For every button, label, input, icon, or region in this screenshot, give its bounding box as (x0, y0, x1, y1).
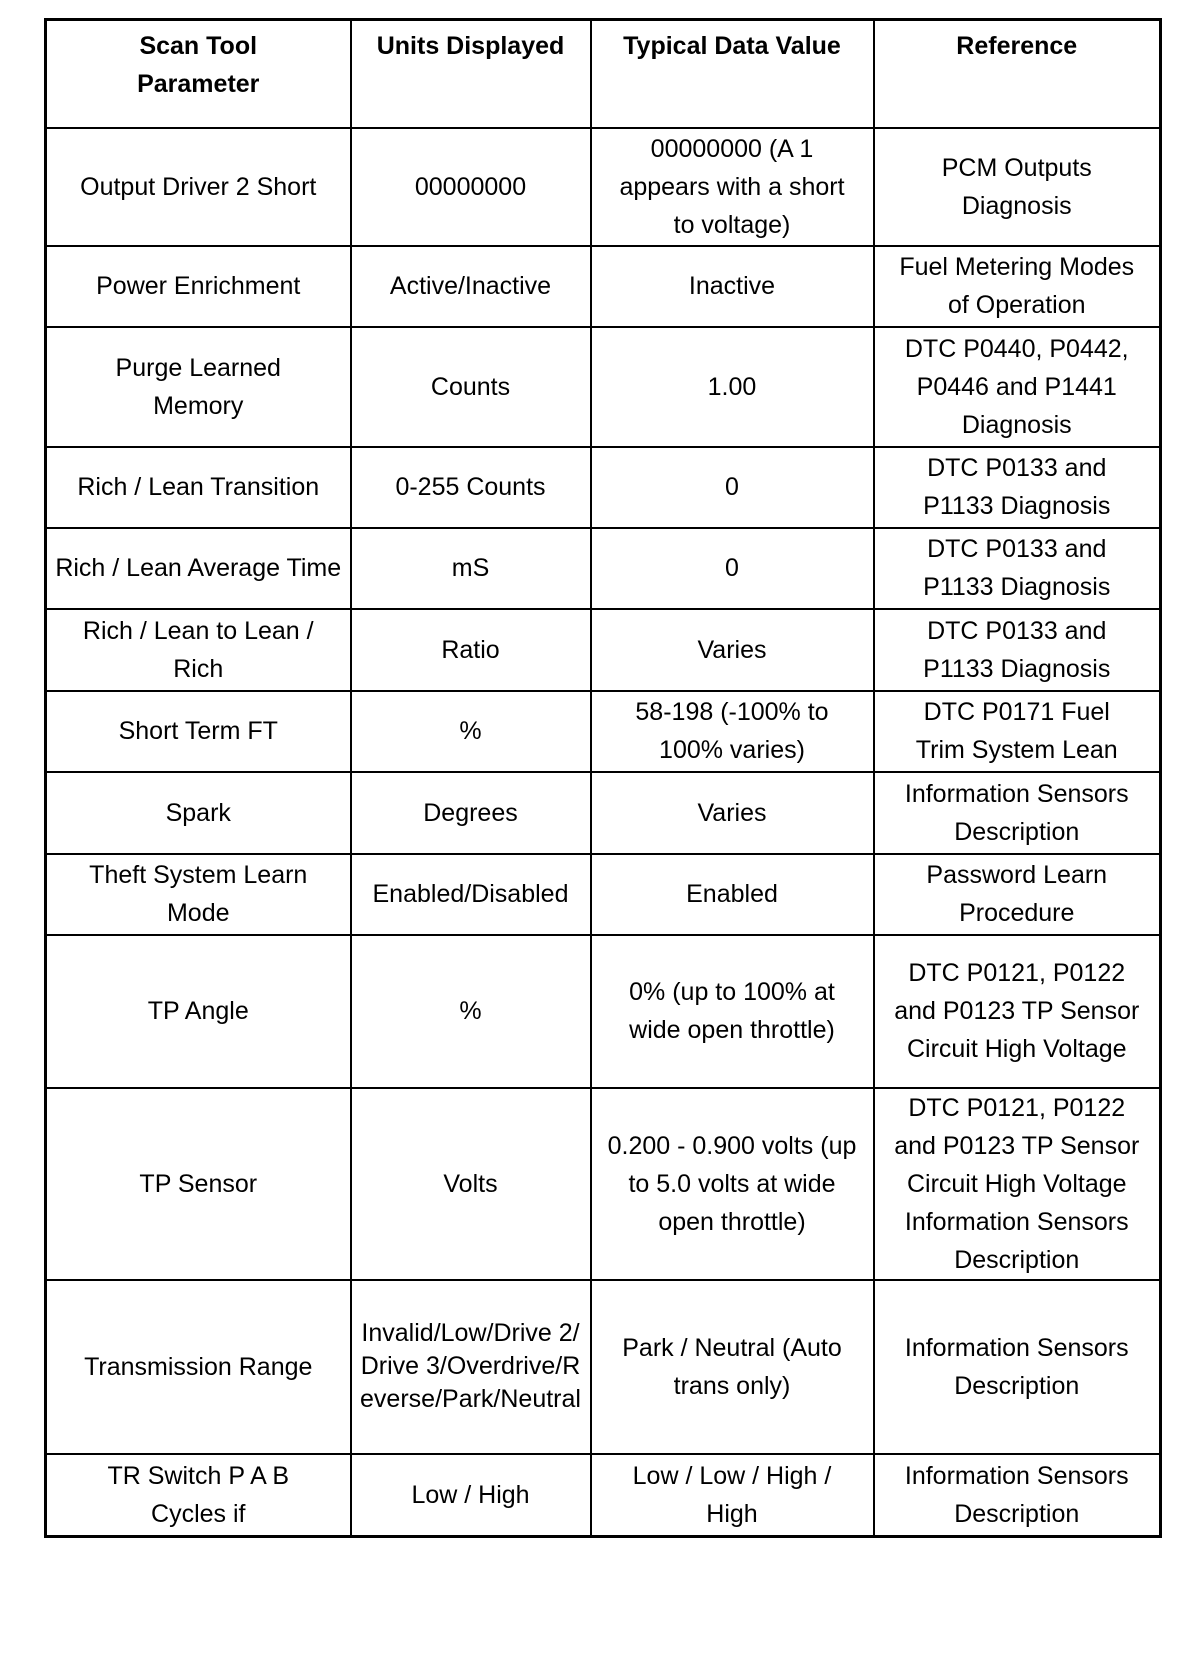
cell-units: Active/Inactive (351, 246, 591, 327)
table-row (46, 691, 1161, 772)
table-row (46, 528, 1161, 609)
cell-typical-value: Varies (591, 772, 874, 854)
cell-typical-value: Varies (591, 609, 874, 691)
cell-reference: Information Sensors Description (874, 1280, 1161, 1454)
cell-parameter: Power Enrichment (46, 246, 351, 327)
cell-reference: DTC P0440, P0442, P0446 and P1441 Diagnosis (874, 327, 1161, 447)
cell-parameter: Short Term FT (46, 691, 351, 772)
cell-reference: Information Sensors Description (874, 1454, 1161, 1537)
cell-units: Enabled/Disabled (351, 854, 591, 935)
cell-units: mS (351, 528, 591, 609)
table-row (46, 246, 1161, 327)
cell-parameter: Rich / Lean to Lean / Rich (46, 609, 351, 691)
cell-reference: Fuel Metering Modes of Operation (874, 246, 1161, 327)
cell-parameter: Transmission Range (46, 1280, 351, 1454)
cell-parameter: Output Driver 2 Short (46, 128, 351, 246)
cell-reference: DTC P0121, P0122 and P0123 TP Sensor Circuit High Voltage (874, 935, 1161, 1088)
cell-typical-value: Inactive (591, 246, 874, 327)
table-row (46, 1088, 1161, 1280)
table-row (46, 854, 1161, 935)
cell-parameter: Rich / Lean Transition (46, 447, 351, 528)
header-row (46, 20, 1161, 128)
table-row (46, 447, 1161, 528)
table-row (46, 1454, 1161, 1537)
cell-units: Low / High (351, 1454, 591, 1537)
cell-parameter: TR Switch P A B Cycles if (46, 1454, 351, 1537)
cell-typical-value: Enabled (591, 854, 874, 935)
cell-units: % (351, 691, 591, 772)
cell-parameter: Theft System Learn Mode (46, 854, 351, 935)
cell-units: Volts (351, 1088, 591, 1280)
cell-typical-value: 1.00 (591, 327, 874, 447)
table-row (46, 327, 1161, 447)
cell-units: Counts (351, 327, 591, 447)
cell-typical-value: 00000000 (A 1 appears with a short to voltage) (591, 128, 874, 246)
header-scan-tool-parameter: Scan Tool Parameter (46, 20, 351, 128)
document-page (44, 18, 1159, 1538)
header-typical-data-value: Typical Data Value (591, 20, 874, 128)
table-row (46, 935, 1161, 1088)
cell-parameter: Spark (46, 772, 351, 854)
cell-reference: DTC P0133 and P1133 Diagnosis (874, 447, 1161, 528)
cell-units: Invalid/Low/Drive 2/Drive 3/Overdrive/Reverse/Park/Neutral (351, 1280, 591, 1454)
cell-units: % (351, 935, 591, 1088)
cell-reference: DTC P0171 Fuel Trim System Lean (874, 691, 1161, 772)
cell-units: Ratio (351, 609, 591, 691)
cell-parameter: Purge Learned Memory (46, 327, 351, 447)
header-units-displayed: Units Displayed (351, 20, 591, 128)
cell-reference: DTC P0133 and P1133 Diagnosis (874, 609, 1161, 691)
cell-typical-value: Park / Neutral (Auto trans only) (591, 1280, 874, 1454)
header-reference: Reference (874, 20, 1161, 128)
cell-typical-value: 58-198 (-100% to 100% varies) (591, 691, 874, 772)
cell-reference: Information Sensors Description (874, 772, 1161, 854)
cell-typical-value: 0 (591, 528, 874, 609)
cell-typical-value: 0 (591, 447, 874, 528)
table-row (46, 772, 1161, 854)
table-row (46, 1280, 1161, 1454)
cell-parameter: TP Sensor (46, 1088, 351, 1280)
cell-reference: DTC P0133 and P1133 Diagnosis (874, 528, 1161, 609)
cell-reference: Password Learn Procedure (874, 854, 1161, 935)
cell-typical-value: Low / Low / High / High (591, 1454, 874, 1537)
scan-tool-data-table (44, 18, 1162, 1538)
cell-typical-value: 0% (up to 100% at wide open throttle) (591, 935, 874, 1088)
table-row (46, 128, 1161, 246)
table-row (46, 609, 1161, 691)
cell-parameter: Rich / Lean Average Time (46, 528, 351, 609)
cell-units: Degrees (351, 772, 591, 854)
cell-parameter: TP Angle (46, 935, 351, 1088)
cell-units: 00000000 (351, 128, 591, 246)
cell-units: 0-255 Counts (351, 447, 591, 528)
cell-reference: PCM Outputs Diagnosis (874, 128, 1161, 246)
cell-reference: DTC P0121, P0122 and P0123 TP Sensor Circuit High Voltage Information Sensors Description (874, 1088, 1161, 1280)
cell-typical-value: 0.200 - 0.900 volts (up to 5.0 volts at wide open throttle) (591, 1088, 874, 1280)
